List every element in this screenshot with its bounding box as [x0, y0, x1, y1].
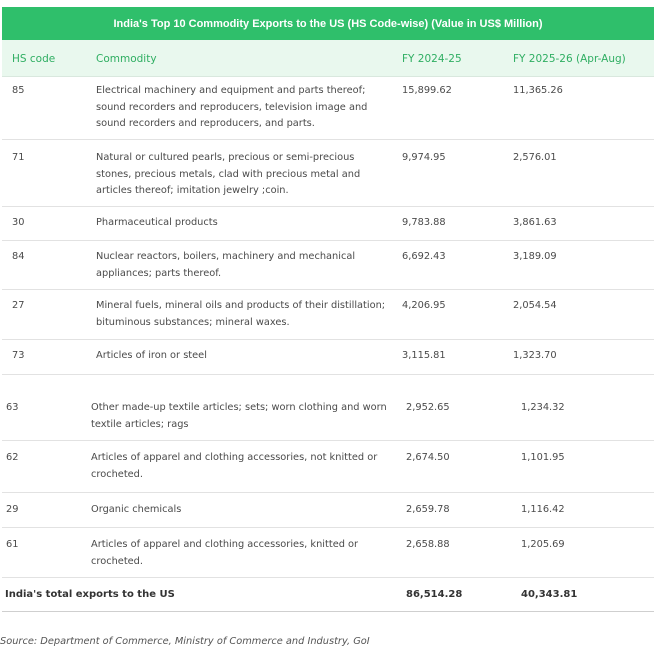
fy2526-cell: 3,861.63	[513, 217, 557, 228]
fy2425-cell: 2,674.50	[406, 452, 450, 463]
hs-code-cell: 85	[12, 85, 25, 96]
total-fy2425: 86,514.28	[406, 589, 463, 600]
fy2526-cell: 2,054.54	[513, 300, 557, 311]
table-title: India's Top 10 Commodity Exports to the US (HS Code-wise) (Value in US$ Million)	[2, 7, 654, 40]
table-row	[2, 340, 654, 375]
fy2425-cell: 2,952.65	[406, 402, 450, 413]
header-fy2425: FY 2024-25	[402, 53, 462, 65]
fy2526-cell: 1,116.42	[521, 504, 565, 515]
commodity-cell: Articles of iron or steel	[96, 350, 207, 361]
table-row	[2, 493, 654, 528]
hs-code-cell: 71	[12, 152, 25, 163]
table-row	[2, 207, 654, 241]
fy2526-cell: 1,234.32	[521, 402, 565, 413]
table-row	[2, 290, 654, 340]
commodity-cell: Natural or cultured pearls, precious or semi-precious stones, precious metals, clad with precious metal and articles thereof; imitation jewelry ;coin.	[96, 152, 361, 196]
fy2425-cell: 2,659.78	[406, 504, 450, 515]
fy2425-cell: 2,658.88	[406, 539, 450, 550]
table-row	[2, 140, 654, 207]
hs-code-cell: 29	[6, 504, 19, 515]
fy2526-cell: 1,323.70	[513, 350, 557, 361]
table-row	[2, 77, 654, 140]
table-header	[2, 40, 654, 77]
fy2425-cell: 6,692.43	[402, 251, 446, 262]
header-fy2526: FY 2025-26 (Apr-Aug)	[513, 53, 626, 65]
commodity-cell: Mineral fuels, mineral oils and products of their distillation; bituminous substances; mineral waxes.	[96, 300, 386, 328]
hs-code-cell: 84	[12, 251, 25, 262]
commodity-cell: Other made-up textile articles; sets; worn clothing and worn textile articles; rags	[91, 402, 387, 430]
source-note: Source: Department of Commerce, Ministry of Commerce and Industry, GoI	[0, 636, 370, 647]
table-row	[2, 241, 654, 290]
commodity-cell: Pharmaceutical products	[96, 217, 218, 228]
total-row	[2, 578, 654, 612]
commodity-cell: Articles of apparel and clothing accessories, knitted or crocheted.	[91, 539, 359, 567]
hs-code-cell: 61	[6, 539, 19, 550]
fy2526-cell: 11,365.26	[513, 85, 563, 96]
fy2526-cell: 3,189.09	[513, 251, 557, 262]
commodity-cell: Organic chemicals	[91, 504, 182, 515]
fy2526-cell: 2,576.01	[513, 152, 557, 163]
hs-code-cell: 73	[12, 350, 25, 361]
hs-code-cell: 30	[12, 217, 25, 228]
fy2425-cell: 3,115.81	[402, 350, 446, 361]
commodity-cell: Nuclear reactors, boilers, machinery and mechanical appliances; parts thereof.	[96, 251, 356, 279]
fy2425-cell: 9,783.88	[402, 217, 446, 228]
fy2425-cell: 9,974.95	[402, 152, 446, 163]
commodity-cell: Electrical machinery and equipment and parts thereof; sound recorders and reproducers, television image and sound recorders and reproducers, and parts.	[96, 85, 368, 129]
fy2425-cell: 4,206.95	[402, 300, 446, 311]
fy2526-cell: 1,101.95	[521, 452, 565, 463]
table-row	[2, 528, 654, 578]
hs-code-cell: 63	[6, 402, 19, 413]
commodity-cell: Articles of apparel and clothing accessories, not knitted or crocheted.	[91, 452, 378, 480]
hs-code-cell: 62	[6, 452, 19, 463]
header-hs-code: HS code	[12, 53, 56, 65]
header-commodity: Commodity	[96, 53, 157, 65]
fy2526-cell: 1,205.69	[521, 539, 565, 550]
table-row	[2, 388, 654, 441]
total-fy2526: 40,343.81	[521, 589, 578, 600]
hs-code-cell: 27	[12, 300, 25, 311]
total-label: India's total exports to the US	[5, 589, 175, 600]
fy2425-cell: 15,899.62	[402, 85, 452, 96]
table-row	[2, 441, 654, 493]
